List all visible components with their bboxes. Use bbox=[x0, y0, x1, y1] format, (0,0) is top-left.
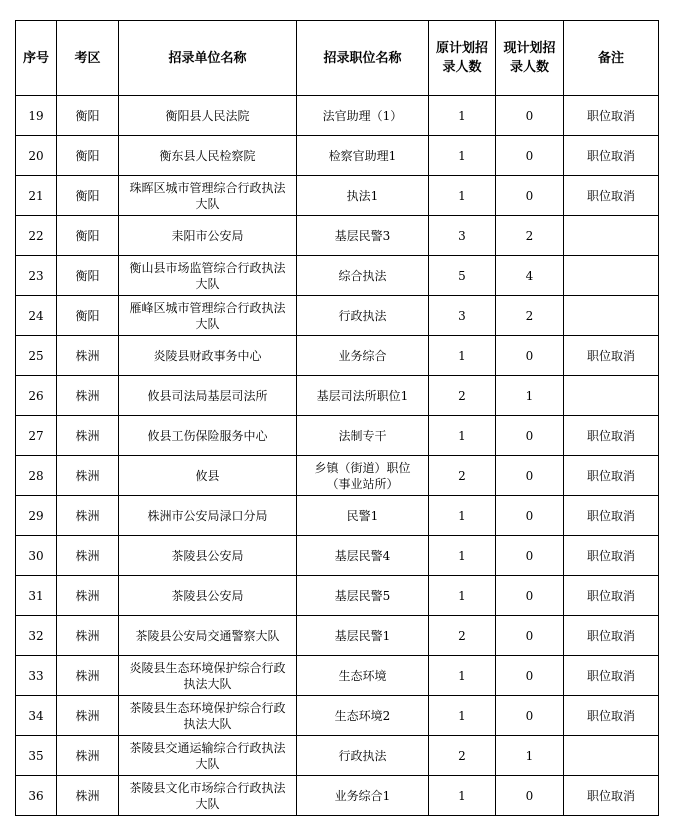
cell-unit: 衡阳县人民法院 bbox=[119, 96, 297, 136]
cell-position: 基层民警1 bbox=[297, 616, 429, 656]
cell-no: 30 bbox=[16, 536, 57, 576]
cell-area: 株洲 bbox=[57, 536, 119, 576]
cell-position: 民警1 bbox=[297, 496, 429, 536]
cell-note: 职位取消 bbox=[564, 136, 659, 176]
cell-original-count: 2 bbox=[429, 616, 496, 656]
cell-no: 28 bbox=[16, 456, 57, 496]
cell-unit: 攸县司法局基层司法所 bbox=[119, 376, 297, 416]
header-no: 序号 bbox=[16, 21, 57, 96]
cell-no: 31 bbox=[16, 576, 57, 616]
cell-area: 株洲 bbox=[57, 576, 119, 616]
cell-current-count: 0 bbox=[496, 336, 564, 376]
cell-position: 基层司法所职位1 bbox=[297, 376, 429, 416]
cell-position: 基层民警3 bbox=[297, 216, 429, 256]
cell-unit: 珠晖区城市管理综合行政执法大队 bbox=[119, 176, 297, 216]
header-original-count: 原计划招录人数 bbox=[429, 21, 496, 96]
cell-original-count: 5 bbox=[429, 256, 496, 296]
cell-original-count: 1 bbox=[429, 656, 496, 696]
cell-original-count: 1 bbox=[429, 776, 496, 816]
cell-no: 20 bbox=[16, 136, 57, 176]
cell-note: 职位取消 bbox=[564, 536, 659, 576]
table-header-row bbox=[16, 21, 659, 96]
table-row bbox=[16, 736, 659, 776]
table-row bbox=[16, 496, 659, 536]
cell-unit: 衡山县市场监管综合行政执法大队 bbox=[119, 256, 297, 296]
cell-area: 株洲 bbox=[57, 776, 119, 816]
cell-position: 执法1 bbox=[297, 176, 429, 216]
cell-current-count: 0 bbox=[496, 136, 564, 176]
cell-current-count: 2 bbox=[496, 216, 564, 256]
cell-no: 25 bbox=[16, 336, 57, 376]
cell-area: 衡阳 bbox=[57, 296, 119, 336]
cell-note bbox=[564, 216, 659, 256]
cell-original-count: 1 bbox=[429, 576, 496, 616]
cell-unit: 攸县工伤保险服务中心 bbox=[119, 416, 297, 456]
cell-current-count: 0 bbox=[496, 616, 564, 656]
cell-note: 职位取消 bbox=[564, 496, 659, 536]
table-row bbox=[16, 96, 659, 136]
cell-position: 生态环境 bbox=[297, 656, 429, 696]
cell-area: 株洲 bbox=[57, 336, 119, 376]
cell-note: 职位取消 bbox=[564, 176, 659, 216]
cell-area: 株洲 bbox=[57, 736, 119, 776]
cell-original-count: 2 bbox=[429, 456, 496, 496]
cell-position: 基层民警5 bbox=[297, 576, 429, 616]
cell-current-count: 0 bbox=[496, 536, 564, 576]
cell-original-count: 1 bbox=[429, 176, 496, 216]
cell-position: 检察官助理1 bbox=[297, 136, 429, 176]
cell-original-count: 3 bbox=[429, 296, 496, 336]
cell-unit: 茶陵县文化市场综合行政执法大队 bbox=[119, 776, 297, 816]
table-row bbox=[16, 696, 659, 736]
cell-unit: 雁峰区城市管理综合行政执法大队 bbox=[119, 296, 297, 336]
cell-unit: 炎陵县生态环境保护综合行政执法大队 bbox=[119, 656, 297, 696]
cell-position: 生态环境2 bbox=[297, 696, 429, 736]
cell-current-count: 0 bbox=[496, 456, 564, 496]
cell-position: 综合执法 bbox=[297, 256, 429, 296]
cell-unit: 炎陵县财政事务中心 bbox=[119, 336, 297, 376]
cell-current-count: 0 bbox=[496, 496, 564, 536]
cell-position: 法官助理（1） bbox=[297, 96, 429, 136]
cell-no: 24 bbox=[16, 296, 57, 336]
cell-no: 29 bbox=[16, 496, 57, 536]
cell-no: 32 bbox=[16, 616, 57, 656]
cell-note bbox=[564, 296, 659, 336]
table-row bbox=[16, 416, 659, 456]
cell-no: 22 bbox=[16, 216, 57, 256]
cell-note: 职位取消 bbox=[564, 616, 659, 656]
cell-current-count: 0 bbox=[496, 576, 564, 616]
header-note: 备注 bbox=[564, 21, 659, 96]
cell-no: 34 bbox=[16, 696, 57, 736]
cell-original-count: 1 bbox=[429, 416, 496, 456]
cell-position: 基层民警4 bbox=[297, 536, 429, 576]
table-row bbox=[16, 216, 659, 256]
table-row bbox=[16, 296, 659, 336]
table-row bbox=[16, 776, 659, 816]
cell-original-count: 1 bbox=[429, 496, 496, 536]
cell-no: 26 bbox=[16, 376, 57, 416]
cell-position: 乡镇（街道）职位（事业站所） bbox=[297, 456, 429, 496]
header-unit: 招录单位名称 bbox=[119, 21, 297, 96]
table-body bbox=[16, 96, 659, 816]
cell-note: 职位取消 bbox=[564, 416, 659, 456]
cell-area: 株洲 bbox=[57, 456, 119, 496]
cell-note: 职位取消 bbox=[564, 656, 659, 696]
cell-current-count: 0 bbox=[496, 656, 564, 696]
table-row bbox=[16, 336, 659, 376]
cell-unit: 衡东县人民检察院 bbox=[119, 136, 297, 176]
cell-current-count: 4 bbox=[496, 256, 564, 296]
cell-unit: 株洲市公安局渌口分局 bbox=[119, 496, 297, 536]
cell-area: 衡阳 bbox=[57, 216, 119, 256]
cell-current-count: 0 bbox=[496, 96, 564, 136]
cell-current-count: 1 bbox=[496, 376, 564, 416]
header-current-count: 现计划招录人数 bbox=[496, 21, 564, 96]
cell-current-count: 2 bbox=[496, 296, 564, 336]
cell-unit: 茶陵县公安局 bbox=[119, 576, 297, 616]
cell-original-count: 1 bbox=[429, 336, 496, 376]
cell-no: 27 bbox=[16, 416, 57, 456]
cell-unit: 茶陵县生态环境保护综合行政执法大队 bbox=[119, 696, 297, 736]
header-position: 招录职位名称 bbox=[297, 21, 429, 96]
table-row bbox=[16, 536, 659, 576]
cell-area: 株洲 bbox=[57, 376, 119, 416]
cell-original-count: 1 bbox=[429, 96, 496, 136]
cell-unit: 攸县 bbox=[119, 456, 297, 496]
cell-original-count: 1 bbox=[429, 696, 496, 736]
cell-note: 职位取消 bbox=[564, 696, 659, 736]
cell-area: 株洲 bbox=[57, 616, 119, 656]
table-row bbox=[16, 576, 659, 616]
table-row bbox=[16, 616, 659, 656]
cell-current-count: 1 bbox=[496, 736, 564, 776]
cell-no: 23 bbox=[16, 256, 57, 296]
cell-current-count: 0 bbox=[496, 696, 564, 736]
recruitment-adjustment-table bbox=[15, 20, 659, 816]
cell-note bbox=[564, 736, 659, 776]
cell-current-count: 0 bbox=[496, 776, 564, 816]
cell-area: 衡阳 bbox=[57, 176, 119, 216]
cell-unit: 茶陵县交通运输综合行政执法大队 bbox=[119, 736, 297, 776]
cell-unit: 耒阳市公安局 bbox=[119, 216, 297, 256]
header-area: 考区 bbox=[57, 21, 119, 96]
cell-original-count: 2 bbox=[429, 376, 496, 416]
cell-position: 业务综合 bbox=[297, 336, 429, 376]
cell-note bbox=[564, 376, 659, 416]
cell-original-count: 1 bbox=[429, 536, 496, 576]
cell-no: 35 bbox=[16, 736, 57, 776]
cell-note: 职位取消 bbox=[564, 576, 659, 616]
cell-area: 株洲 bbox=[57, 656, 119, 696]
cell-note: 职位取消 bbox=[564, 336, 659, 376]
cell-original-count: 1 bbox=[429, 136, 496, 176]
cell-unit: 茶陵县公安局交通警察大队 bbox=[119, 616, 297, 656]
cell-unit: 茶陵县公安局 bbox=[119, 536, 297, 576]
cell-current-count: 0 bbox=[496, 176, 564, 216]
cell-current-count: 0 bbox=[496, 416, 564, 456]
cell-no: 36 bbox=[16, 776, 57, 816]
table-row bbox=[16, 256, 659, 296]
table-row bbox=[16, 456, 659, 496]
cell-position: 业务综合1 bbox=[297, 776, 429, 816]
cell-no: 33 bbox=[16, 656, 57, 696]
cell-area: 衡阳 bbox=[57, 96, 119, 136]
cell-position: 法制专干 bbox=[297, 416, 429, 456]
table-row bbox=[16, 656, 659, 696]
cell-area: 株洲 bbox=[57, 696, 119, 736]
cell-area: 衡阳 bbox=[57, 256, 119, 296]
cell-original-count: 3 bbox=[429, 216, 496, 256]
cell-note: 职位取消 bbox=[564, 456, 659, 496]
cell-no: 21 bbox=[16, 176, 57, 216]
cell-note bbox=[564, 256, 659, 296]
cell-note: 职位取消 bbox=[564, 776, 659, 816]
table-row bbox=[16, 136, 659, 176]
cell-position: 行政执法 bbox=[297, 296, 429, 336]
cell-position: 行政执法 bbox=[297, 736, 429, 776]
table-row bbox=[16, 176, 659, 216]
cell-area: 株洲 bbox=[57, 496, 119, 536]
cell-note: 职位取消 bbox=[564, 96, 659, 136]
cell-area: 株洲 bbox=[57, 416, 119, 456]
cell-area: 衡阳 bbox=[57, 136, 119, 176]
cell-no: 19 bbox=[16, 96, 57, 136]
table-row bbox=[16, 376, 659, 416]
cell-original-count: 2 bbox=[429, 736, 496, 776]
